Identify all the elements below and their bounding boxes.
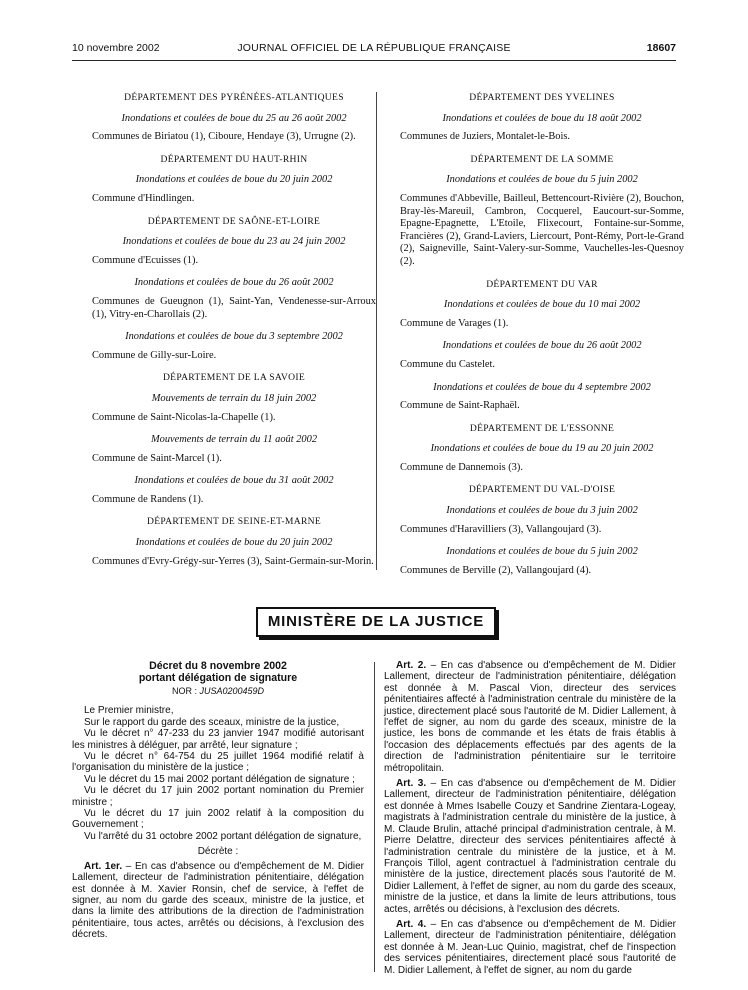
- event-description: Inondations et coulées de boue du 26 août 2002: [134, 277, 334, 289]
- communes-list: Commune de Saint-Raphaël.: [400, 400, 520, 412]
- article-1-label: Art. 1er.: [84, 860, 123, 872]
- right-column: [400, 92, 684, 587]
- communes-list: Communes d'Abbeville, Bailleul, Bettencourt-Rivière (2), Bouchon, Bray-lès-Mareuil, Cambron, Cocquerel, Eaucourt-sur-Somme, Epagne-Epagnette, L'Etoile, Flixecourt, Fontaine-sur-Somme, Francières (2), Grand-Laviers, Liercourt, Pont-Rémy, Port-le-Grand (2), Saigneville, Saint-Valery-sur-Somme, Vauchelles-les-Quesnoy (2).: [400, 192, 684, 267]
- event-description: Inondations et coulées de boue du 31 août 2002: [134, 475, 334, 487]
- event-description: Inondations et coulées de boue du 10 mai 2002: [443, 299, 641, 311]
- department-heading: DÉPARTEMENT DE LA SAVOIE: [162, 372, 306, 384]
- left-column: [92, 92, 376, 578]
- department-heading: DÉPARTEMENT DE LA SOMME: [470, 153, 614, 165]
- article-2-label: Art. 2.: [396, 660, 427, 671]
- department-heading: DÉPARTEMENT DE SEINE-ET-MARNE: [146, 516, 322, 528]
- event-description: Inondations et coulées de boue du 23 au 24 juin 2002: [122, 236, 346, 248]
- event-description: Mouvements de terrain du 18 juin 2002: [151, 392, 317, 404]
- event-description: Inondations et coulées de boue du 5 juin 2002: [446, 546, 638, 558]
- communes-list: Communes de Biriatou (1), Ciboure, Hendaye (3), Urrugne (2).: [92, 131, 356, 143]
- article-3: [384, 778, 676, 915]
- preamble-line: Vu le décret n° 64-754 du 25 juillet 1964 modifié relatif à l'organisation du ministère de la justice ;: [72, 751, 364, 774]
- event-description: Inondations et coulées de boue du 18 août 2002: [442, 112, 642, 124]
- department-heading: DÉPARTEMENT DU HAUT-RHIN: [160, 153, 308, 165]
- preamble-line: Le Premier ministre,: [84, 705, 174, 717]
- article-3-text: – En cas d'absence ou d'empêchement de M. Didier Lallement, directeur de l'administration pénitentiaire, délégation est donnée à Mmes Isabelle Couzy et Sandrine Zientara-Logeay, magistrats à l'administration centrale du ministère de la justice, à M. Claude Brulin, attaché principal d'administration centrale, à M. Pierre Delattre, directeur des services pénitentiaires affecté à l'administration centrale du ministère de la justice, et à M. François Tillol, agent contractuel à l'administration centrale du ministère de la justice, directement placés sous l'autorité de M. Didier Lallement, à l'effet de signer, au nom du garde des sceaux, ministre de la justice, et dans la limite de leurs attributions, tous actes, arrêtés ou décisions, à l'exclusion des décrets.: [384, 778, 677, 915]
- communes-list: Communes de Berville (2), Vallangoujard (4).: [400, 564, 592, 576]
- event-description: Inondations et coulées de boue du 5 juin 2002: [446, 174, 638, 186]
- communes-list: Commune de Saint-Marcel (1).: [92, 452, 222, 464]
- communes-list: Commune d'Hindlingen.: [92, 192, 195, 204]
- department-heading: DÉPARTEMENT DU VAR: [486, 278, 598, 290]
- communes-list: Commune de Dannemois (3).: [400, 461, 523, 473]
- communes-list: Commune d'Ecuisses (1).: [92, 254, 199, 266]
- nor-reference: [72, 686, 364, 697]
- department-heading: DÉPARTEMENT DE L'ESSONNE: [469, 422, 615, 434]
- event-description: Inondations et coulées de boue du 4 septembre 2002: [433, 381, 651, 393]
- preamble-line: Vu l'arrêté du 31 octobre 2002 portant délégation de signature,: [84, 830, 362, 842]
- communes-list: Commune de Randens (1).: [92, 493, 204, 505]
- department-heading: DÉPARTEMENT DE SAÔNE-ET-LOIRE: [147, 215, 321, 227]
- communes-list: Communes de Juziers, Montalet-le-Bois.: [400, 131, 570, 143]
- nor-code: JUSA0200459D: [199, 686, 265, 696]
- journal-title: JOURNAL OFFICIEL DE LA RÉPUBLIQUE FRANÇAISE: [237, 42, 511, 54]
- event-description: Inondations et coulées de boue du 20 juin 2002: [135, 537, 333, 549]
- page-number: 18607: [646, 42, 676, 54]
- department-heading: DÉPARTEMENT DES YVELINES: [469, 92, 615, 103]
- department-heading: DÉPARTEMENT DES PYRÉNÉES-ATLANTIQUES: [124, 92, 344, 103]
- decree-title-line1: Décret du 8 novembre 2002: [149, 660, 287, 672]
- event-description: Inondations et coulées de boue du 26 août 2002: [442, 340, 642, 352]
- article-1: [72, 861, 364, 941]
- decree-section: [72, 660, 676, 980]
- article-1-text: – En cas d'absence ou d'empêchement de M. Didier Lallement, directeur de l'administration pénitentiaire, délégation est donnée à M. Xavier Ronsin, chef de service, à l'effet de signer, au nom du garde des sceaux, ministre de la justice, et dans la limite des attributions de la direction de l'administration pénitentiaire, tous actes, arrêtés ou décisions, à l'exclusion des décrets.: [72, 860, 364, 941]
- decree-title-line2: portant délégation de signature: [138, 672, 298, 684]
- preamble-line: Sur le rapport du garde des sceaux, ministre de la justice,: [84, 716, 340, 728]
- decree-column-divider: [374, 662, 375, 972]
- communes-list: Commune du Castelet.: [400, 358, 495, 370]
- communes-list: Commune de Varages (1).: [400, 317, 509, 329]
- event-description: Inondations et coulées de boue du 19 au 20 juin 2002: [430, 443, 654, 455]
- nor-label: NOR :: [171, 686, 200, 696]
- catastrophe-listing: [72, 92, 684, 576]
- article-2-text: – En cas d'absence ou d'empêchement de M. Didier Lallement, directeur de l'administration pénitentiaire, délégation est donnée à M. Pascal Vion, directeur des services pénitentiaires affecté à l'administration centrale du ministère de la justice, directement placé sous l'autorité de M. Didier Lallement, à l'effet de signer, au nom du garde des sceaux, ministre de la justice, les bons de commande et les états de frais établis à l'occasion des déplacements effectués par des agents de la direction de l'administration pénitentiaire sur le territoire métropolitain.: [384, 660, 677, 774]
- article-3-label: Art. 3.: [396, 778, 427, 790]
- communes-list: Communes d'Haravilliers (3), Vallangoujard (3).: [400, 523, 602, 535]
- department-heading: DÉPARTEMENT DU VAL-D'OISE: [468, 484, 616, 496]
- event-description: Inondations et coulées de boue du 3 septembre 2002: [125, 331, 343, 343]
- article-4: [384, 919, 676, 976]
- preamble-line: Vu le décret n° 47-233 du 23 janvier 1947 modifié autorisant les ministres à déléguer, par arrêté, leur signature ;: [72, 728, 364, 751]
- decree-preamble: [72, 705, 364, 842]
- decree-right-column: [384, 660, 676, 980]
- communes-list: Commune de Saint-Nicolas-la-Chapelle (1).: [92, 411, 276, 423]
- event-description: Inondations et coulées de boue du 3 juin 2002: [446, 505, 638, 517]
- communes-list: Communes de Gueugnon (1), Saint-Yan, Vendenesse-sur-Arroux (1), Vitry-en-Charollais (2).: [92, 295, 376, 320]
- header-date: 10 novembre 2002: [72, 42, 160, 54]
- decree-left-column: [72, 660, 364, 945]
- article-4-text: – En cas d'absence ou d'empêchement de M. Didier Lallement, directeur de l'administration pénitentiaire, délégation est donnée à M. Jean-Luc Quinio, magistrat, chef de l'inspection des services pénitentiaires, directement placé sous l'autorité de M. Didier Lallement, à l'effet de signer, au nom du garde: [384, 918, 677, 976]
- event-description: Inondations et coulées de boue du 25 au 26 août 2002: [121, 112, 347, 124]
- article-4-label: Art. 4.: [396, 918, 427, 930]
- preamble-line: Vu le décret du 17 juin 2002 portant nomination du Premier ministre ;: [72, 785, 364, 808]
- running-header: [72, 42, 676, 58]
- article-2: [384, 660, 676, 774]
- decrete-label: Décrète :: [197, 846, 239, 858]
- event-description: Mouvements de terrain du 11 août 2002: [150, 434, 318, 446]
- event-description: Inondations et coulées de boue du 20 juin 2002: [135, 174, 333, 186]
- header-rule: [72, 60, 676, 61]
- preamble-line: Vu le décret du 17 juin 2002 relatif à la composition du Gouvernement ;: [72, 808, 364, 831]
- communes-list: Commune de Gilly-sur-Loire.: [92, 349, 217, 361]
- ministry-heading: MINISTÈRE DE LA JUSTICE: [256, 607, 496, 637]
- preamble-line: Vu le décret du 15 mai 2002 portant délégation de signature ;: [84, 773, 355, 785]
- column-divider: [376, 92, 377, 570]
- communes-list: Communes d'Evry-Grégy-sur-Yerres (3), Saint-Germain-sur-Morin.: [92, 555, 374, 567]
